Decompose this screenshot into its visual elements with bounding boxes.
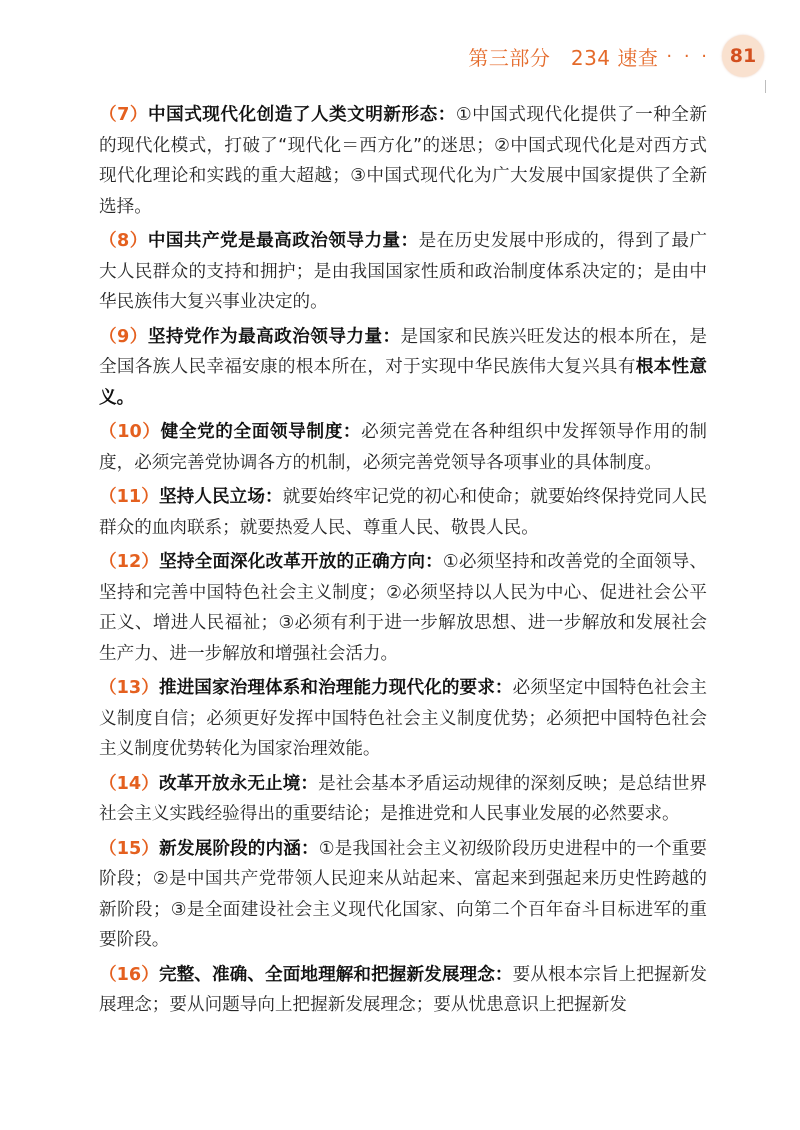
item-number: （16） <box>99 964 159 985</box>
header-dots: · · · <box>666 45 710 67</box>
list-item-16 <box>99 960 707 1021</box>
list-item-8 <box>99 226 707 318</box>
content-body <box>99 100 707 1025</box>
item-heading: 坚持党作为最高政治领导力量： <box>147 326 401 347</box>
item-heading: 中国共产党是最高政治领导力量： <box>147 231 419 251</box>
list-item-12 <box>99 547 707 669</box>
page-number-badge: 81 <box>722 35 764 77</box>
section-title: 第三部分 234 速查 <box>468 45 659 70</box>
list-item-14 <box>99 769 707 830</box>
item-text: ①必须坚持和改善党的全面领导、坚持和完善中国特色社会主义制度；②必须坚持以人民为中心、促进社会公平正义、增进人民福祉；③必须有利于进一步解放思想、进一步解放和发展社会生产力、进一步解放和增强社会活力。 <box>99 552 707 664</box>
item-number: （7） <box>99 105 148 125</box>
item-heading: 推进国家治理体系和治理能力现代化的要求： <box>158 678 513 698</box>
item-text: ①是我国社会主义初级阶段历史进程中的一个重要阶段；②是中国共产党带领人民迎来从站起来、富起来到强起来历史性跨越的新阶段；③是全面建设社会主义现代化国家、向第二个百年奋斗目标进军的重要阶段。 <box>99 838 707 950</box>
item-text: 必须完善党在各种组织中发挥领导作用的制度，必须完善党协调各方的机制，必须完善党领导各项事业的具体制度。 <box>99 422 707 473</box>
item-number: （9） <box>99 326 148 347</box>
item-text: 是社会基本矛盾运动规律的深刻反映；是总结世界社会主义实践经验得出的重要结论；是推进党和人民事业发展的必然要求。 <box>99 773 707 824</box>
edge-divider <box>765 80 766 93</box>
page-header <box>468 34 764 78</box>
item-text: 要从根本宗旨上把握新发展理念；要从问题导向上把握新发展理念；要从忧患意识上把握新发 <box>99 964 707 1015</box>
item-number: （15） <box>99 838 160 859</box>
list-item-10 <box>99 417 707 478</box>
item-number: （11） <box>99 487 159 507</box>
item-number: （8） <box>99 231 148 251</box>
item-number: （14） <box>99 773 159 794</box>
list-item-7 <box>99 100 707 222</box>
item-heading: 坚持全面深化改革开放的正确方向： <box>159 552 443 572</box>
item-heading: 中国式现代化创造了人类文明新形态： <box>147 105 456 125</box>
item-number: （10） <box>99 422 161 442</box>
item-heading: 健全党的全面领导制度： <box>160 422 362 442</box>
list-item-11 <box>99 482 707 543</box>
item-heading: 坚持人民立场： <box>158 487 283 507</box>
item-number: （13） <box>99 678 159 698</box>
list-item-15 <box>99 834 707 956</box>
item-heading: 改革开放永无止境： <box>158 773 319 794</box>
list-item-13 <box>99 673 707 765</box>
item-emphasis: 根本性意义。 <box>99 357 707 408</box>
item-text: 必须坚定中国特色社会主义制度自信；必须更好发挥中国特色社会主义制度优势；必须把中国特色社会主义制度优势转化为国家治理效能。 <box>99 678 707 759</box>
item-heading: 新发展阶段的内涵： <box>159 838 319 859</box>
item-number: （12） <box>99 552 160 572</box>
item-text: ①中国式现代化提供了一种全新的现代化模式，打破了“现代化＝西方化”的迷思；②中国式现代化是对西方式现代化理论和实践的重大超越；③中国式现代化为广大发展中国家提供了全新选择。 <box>99 105 707 217</box>
item-text: 是国家和民族兴旺发达的根本所在，是全国各族人民幸福安康的根本所在，对于实现中华民族伟大复兴具有 <box>99 326 707 377</box>
item-heading: 完整、准确、全面地理解和把握新发展理念： <box>158 964 513 985</box>
item-text: 就要始终牢记党的初心和使命；就要始终保持党同人民群众的血肉联系；就要热爱人民、尊重人民、敬畏人民。 <box>99 487 707 538</box>
item-text: 是在历史发展中形成的，得到了最广大人民群众的支持和拥护；是由我国国家性质和政治制度体系决定的；是由中华民族伟大复兴事业决定的。 <box>99 231 707 312</box>
list-item-9 <box>99 322 707 414</box>
